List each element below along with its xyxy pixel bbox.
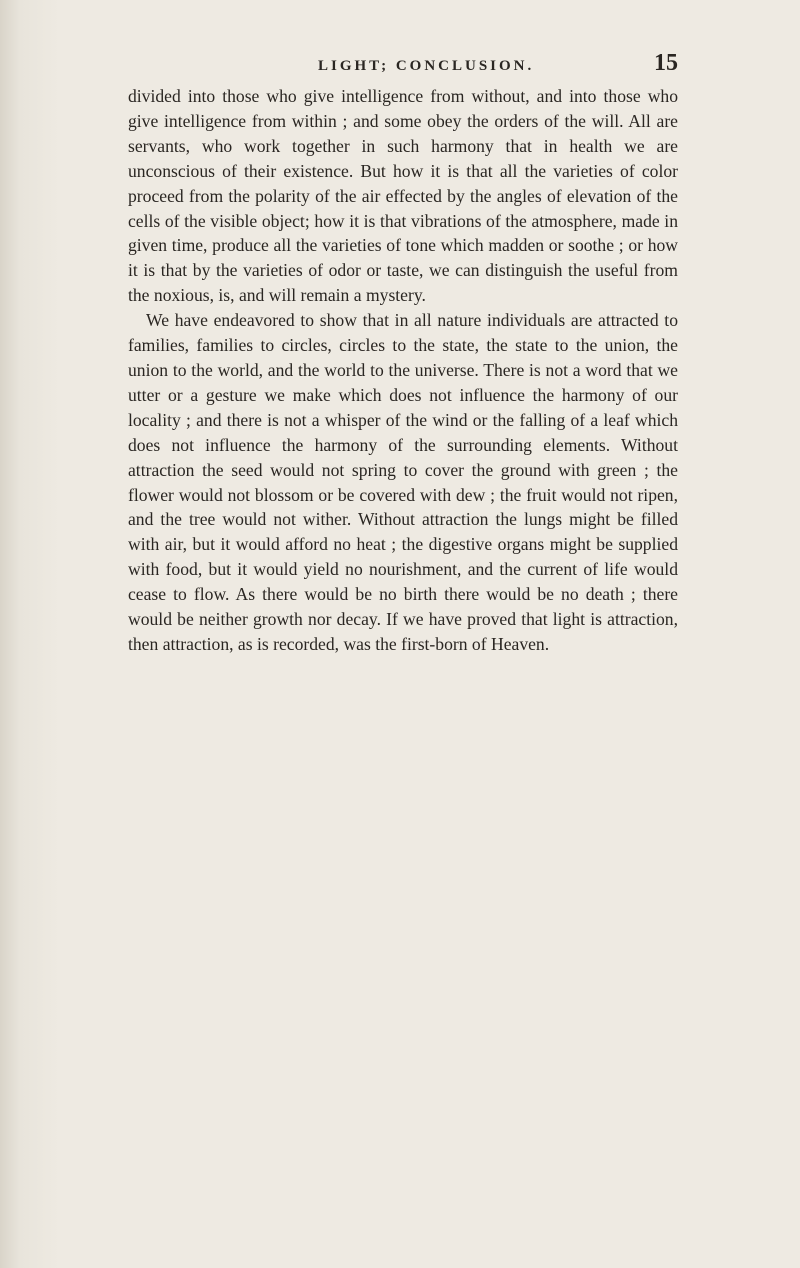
running-title: LIGHT; CONCLUSION.: [318, 58, 535, 74]
paragraph: divided into those who give intelligence from without, and into those who give intelligence from within ; and some obey the orders of the will. All are servants, who work together in such harmony that in health we are unconscious of their existence. But how it is that all the varieties of color proceed from the polarity of the air effected by the angles of elevation of the cells of the visible object; how it is that vibrations of the atmosphere, made in given time, produce all the varieties of tone which madden or soothe ; or how it is that by the varieties of odor or taste, we can distinguish the useful from the noxious, is, and will remain a mystery.: [128, 86, 678, 306]
paragraph: We have endeavored to show that in all nature individuals are attracted to families, families to circles, circles to the state, the state to the union, the union to the world, and the world to the universe. There is not a word that we utter or a gesture we make which does not influence the harmony of our locality ; and there is not a whisper of the wind or the falling of a leaf which does not influence the harmony of the surrounding elements. Without attraction the seed would not spring to cover the ground with green ; the flower would not blossom or be covered with dew ; the fruit would not ripen, and the tree would not wither. Without attraction the lungs might be filled with air, but it would afford no heat ; the digestive organs might be supplied with food, but it would yield no nourishment, and the current of life would cease to flow. As there would be no birth there would be no death ; there would be neither growth nor decay. If we have proved that light is attraction, then attraction, as is recorded, was the first-born of Heaven.: [128, 310, 678, 654]
running-head: [128, 50, 678, 86]
page-number: 15: [654, 50, 678, 76]
body-text: [128, 84, 678, 657]
